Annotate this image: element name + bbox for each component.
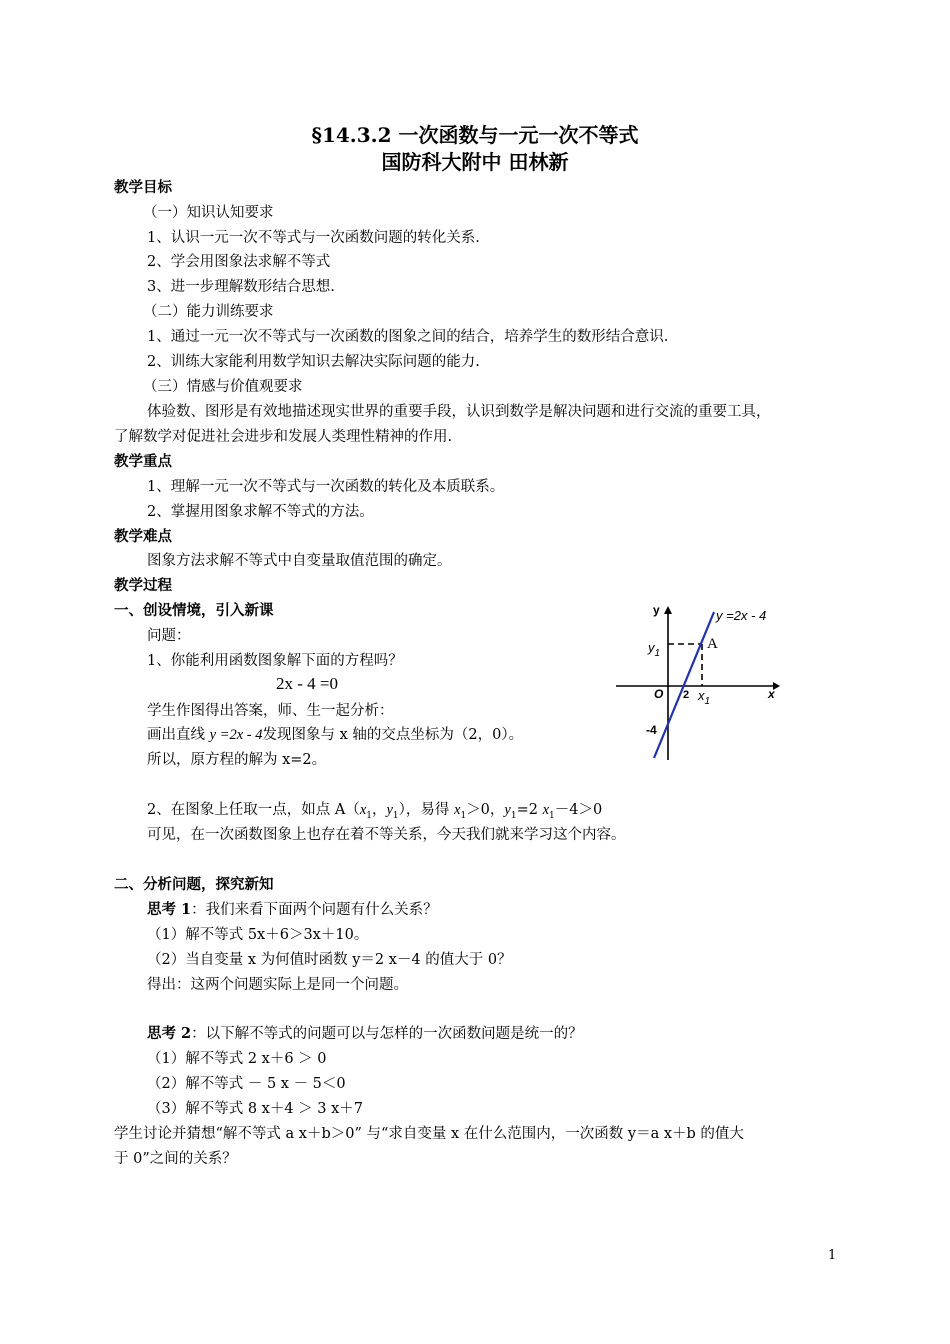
section-1-heading: 一、创设情境，引入新课 — [114, 602, 274, 619]
x-tick-2: 2 — [683, 689, 690, 701]
q2-cond-y1-sub: 1 — [510, 810, 517, 821]
document-author: 国防科大附中 田林新 — [381, 150, 569, 174]
origin-label: O — [654, 687, 664, 701]
knowledge-item-1: 1、认识一元一次不等式与一次函数问题的转化关系. — [147, 230, 480, 246]
page-number: 1 — [828, 1248, 837, 1263]
think-1-text: ：我们来看下面两个问题有什么关系？ — [191, 902, 438, 918]
q2-separator: ， — [371, 802, 387, 818]
q2-prefix: 2、在图象上任取一点，如点 A（ — [147, 802, 360, 818]
q2-cond-3: －4＞0 — [554, 802, 603, 818]
think-1-item-2: （2）当自变量 x 为何值时函数 y＝2 x－4 的值大于 0？ — [147, 952, 512, 968]
keypoint-item-2: 2、掌握用图象求解不等式的方法。 — [147, 504, 374, 520]
q2-cond-1: ＞0， — [466, 802, 505, 818]
knowledge-item-2: 2、学会用图象法求解不等式 — [147, 254, 331, 270]
process-heading: 教学过程 — [114, 577, 172, 594]
knowledge-item-3: 3、进一步理解数形结合思想. — [147, 279, 335, 295]
discussion-line-1: 学生讨论并猜想“解不等式 a x＋b＞0” 与“求自变量 x 在什么范围内，一次函数 y＝a x＋b 的值大 — [114, 1126, 744, 1142]
think-2 — [147, 1024, 583, 1044]
discussion-line-2: 于 0”之间的关系？ — [114, 1151, 237, 1167]
difficulties-text: 图象方法求解不等式中自变量取值范围的确定。 — [147, 553, 452, 569]
q2-cond-2: =2 — [516, 802, 543, 818]
think-2-label: 思考 2 — [147, 1025, 192, 1042]
y1-label-sub: 1 — [654, 648, 661, 659]
question-2 — [147, 800, 602, 826]
point-a-label: A — [707, 636, 718, 652]
y-axis-arrow — [664, 606, 672, 614]
emotion-text-line-2: 了解数学对促进社会进步和发展人类理性精神的作用. — [114, 429, 453, 445]
q2-cond-x1-sub: 1 — [460, 810, 467, 821]
objectives-heading: 教学目标 — [114, 179, 172, 196]
x1-label-sub: 1 — [704, 696, 711, 707]
ability-item-1: 1、通过一元一次不等式与一次函数的图象之间的结合，培养学生的数形结合意识. — [147, 329, 669, 345]
q2-cond-y1: y — [504, 802, 511, 818]
keypoint-item-1: 1、理解一元一次不等式与一次函数的转化及本质联系。 — [147, 479, 505, 495]
q2-x1-sub: 1 — [366, 810, 372, 821]
question-1: 1、你能利用函数图象解下面的方程吗？ — [147, 653, 403, 669]
difficulties-heading: 教学难点 — [114, 528, 172, 545]
line-draw-prefix: 画出直线 — [147, 727, 205, 743]
q2-cond-x1b-sub: 1 — [549, 810, 555, 821]
ability-heading: （二）能力训练要求 — [143, 304, 274, 320]
line-draw-sentence — [147, 725, 523, 745]
x-axis-label: x — [768, 687, 775, 701]
solution-line: 所以，原方程的解为 x=2。 — [147, 752, 327, 768]
question-label: 问题： — [147, 628, 191, 644]
y-tick-neg4: -4 — [646, 723, 657, 737]
q2-middle: ），易得 — [398, 802, 450, 818]
x1-label — [697, 688, 710, 707]
function-line-label: y =2x - 4 — [716, 608, 767, 623]
think-1-result: 得出：这两个问题实际上是同一个问题。 — [147, 977, 408, 993]
think-1-item-1: （1）解不等式 5x＋6＞3x＋10。 — [147, 927, 369, 943]
keypoints-heading: 教学重点 — [114, 453, 172, 470]
y1-label-main: y — [648, 640, 655, 655]
function-graph — [608, 600, 793, 765]
y-axis-label: y — [653, 603, 660, 617]
document-title: §14.3.2 一次函数与一元一次不等式 — [311, 123, 639, 147]
q2-y1-sub: 1 — [392, 810, 399, 821]
think-2-item-1: （1）解不等式 2 x＋6 ＞ 0 — [147, 1051, 327, 1067]
ability-item-2: 2、训练大家能利用数学知识去解决实际问题的能力. — [147, 354, 480, 370]
conclusion-line: 可见，在一次函数图象上也存在着不等关系，今天我们就来学习这个内容。 — [147, 827, 626, 843]
think-2-text: ：以下解不等式的问题可以与怎样的一次函数问题是统一的？ — [191, 1026, 583, 1042]
section-2-heading: 二、分析问题，探究新知 — [114, 876, 274, 893]
q2-y1: y — [386, 802, 393, 818]
q2-x1: x — [359, 802, 367, 818]
equation: 2x - 4 =0 — [276, 674, 338, 693]
x1-label-main: x — [698, 688, 705, 703]
knowledge-heading: （一）知识认知要求 — [143, 205, 274, 221]
line-draw-expression: y =2x - 4 — [209, 727, 263, 743]
emotion-text-line-1: 体验数、图形是有效地描述现实世界的重要手段，认识到数学是解决问题和进行交流的重要工具， — [147, 404, 771, 420]
y1-label — [647, 640, 660, 659]
q2-cond-x1: x — [454, 802, 461, 818]
line-draw-suffix: 发现图象与 x 轴的交点坐标为（2，0）。 — [262, 727, 524, 743]
function-line — [654, 612, 714, 758]
emotion-heading: （三）情感与价值观要求 — [143, 379, 303, 395]
think-1 — [147, 900, 438, 920]
q2-cond-x1b: x — [542, 802, 550, 818]
think-2-item-2: （2）解不等式 － 5 x － 5＜0 — [147, 1076, 346, 1092]
think-1-label: 思考 1 — [147, 901, 192, 918]
think-2-item-3: （3）解不等式 8 x＋4 ＞ 3 x＋7 — [147, 1101, 364, 1117]
student-work: 学生作图得出答案，师、生一起分析： — [147, 703, 394, 719]
